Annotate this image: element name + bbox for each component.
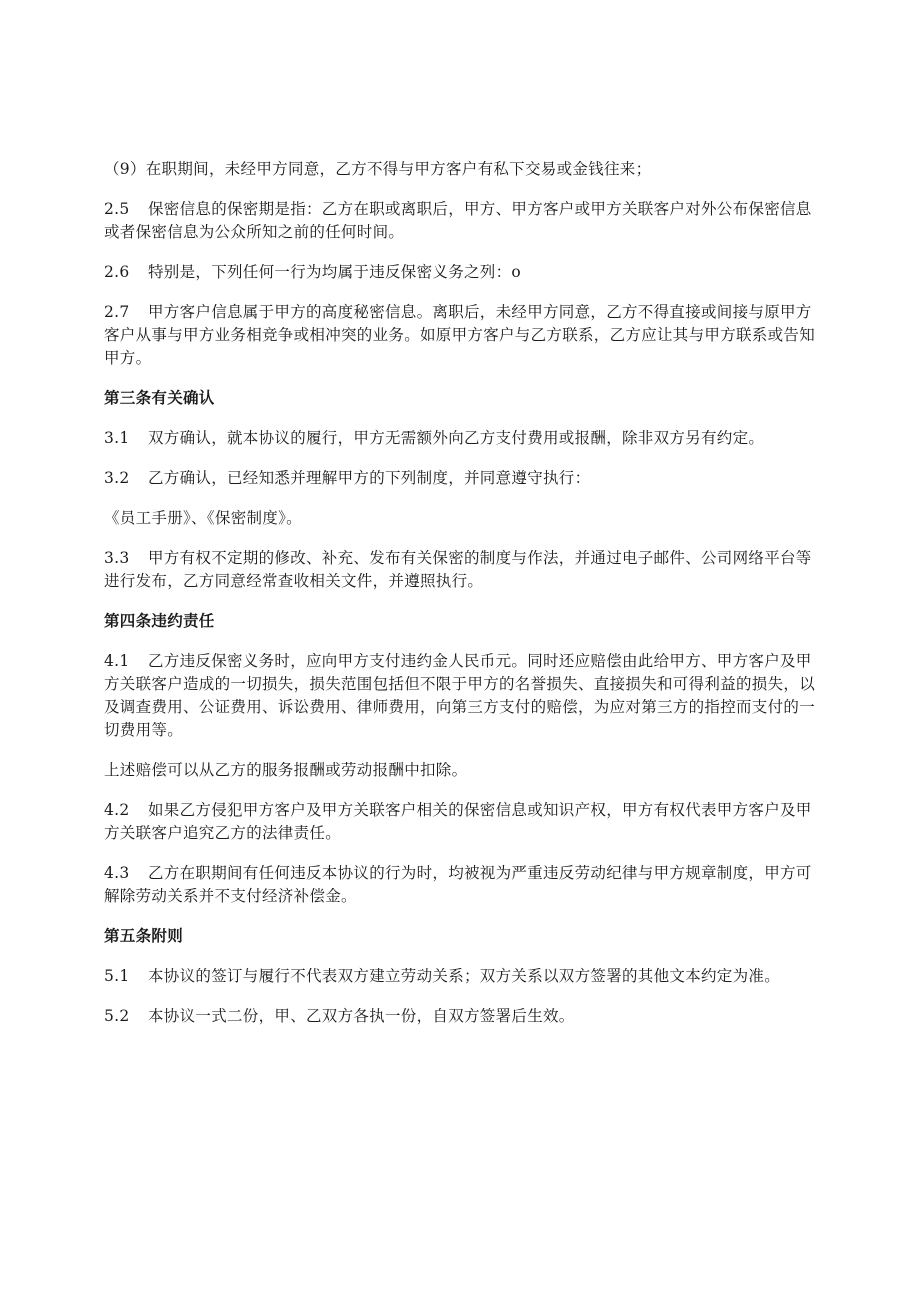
clause-text: 甲方客户信息属于甲方的高度秘密信息。离职后，未经甲方同意，乙方不得直接或间接与原甲方客户从事与甲方业务相竞争或相冲突的业务。如原甲方客户与乙方联系，乙方应让其与甲方联系或告知甲方。 xyxy=(104,303,816,367)
clause-5-2 xyxy=(104,1005,824,1028)
clause-number: 2.6 xyxy=(104,263,130,281)
clause-text: 乙方在职期间有任何违反本协议的行为时，均被视为严重违反劳动纪律与甲方规章制度，甲方可解除劳动关系并不支付经济补偿金。 xyxy=(104,864,812,905)
clause-4-1 xyxy=(104,650,824,742)
clause-text: 保密信息的保密期是指：乙方在职或离职后，甲方、甲方客户或甲方关联客户对外公布保密信息或者保密信息为公众所知之前的任何时间。 xyxy=(104,200,812,241)
clause-4-2 xyxy=(104,799,824,845)
clause-text: 甲方有权不定期的修改、补充、发布有关保密的制度与作法，并通过电子邮件、公司网络平台等进行发布，乙方同意经常查收相关文件，并遵照执行。 xyxy=(104,549,812,590)
clause-text: 本协议的签订与履行不代表双方建立劳动关系；双方关系以双方签署的其他文本约定为准。 xyxy=(148,967,781,985)
clause-4-1-note xyxy=(104,759,824,782)
clause-number: 4.2 xyxy=(104,801,130,819)
clause-text: 特别是，下列任何一行为均属于违反保密义务之列：o xyxy=(148,263,522,281)
clause-number: 2.7 xyxy=(104,303,130,321)
clause-number: 3.1 xyxy=(104,429,130,447)
clause-text: （9）在职期间，未经甲方同意，乙方不得与甲方客户有私下交易或金钱往来； xyxy=(104,160,652,178)
clause-text: 本协议一式二份，甲、乙双方各执一份，自双方签署后生效。 xyxy=(148,1007,575,1025)
clause-3-2 xyxy=(104,467,824,490)
document-body xyxy=(104,158,824,1045)
clause-number: 4.1 xyxy=(104,652,130,670)
clause-number: 5.1 xyxy=(104,967,130,985)
clause-2-6 xyxy=(104,261,824,284)
clause-number: 2.5 xyxy=(104,200,130,218)
clause-text: 如果乙方侵犯甲方客户及甲方关联客户相关的保密信息或知识产权，甲方有权代表甲方客户及甲方关联客户追究乙方的法律责任。 xyxy=(104,801,812,842)
clause-text: 乙方违反保密义务时，应向甲方支付违约金人民币元。同时还应赔偿由此给甲方、甲方客户及甲方关联客户造成的一切损失，损失范围包括但不限于甲方的名誉损失、直接损失和可得利益的损失，以及调查费用、公证费用、诉讼费用、律师费用，向第三方支付的赔偿，为应对第三方的指控而支付的一切费用等。 xyxy=(104,652,816,739)
clause-3-1 xyxy=(104,427,824,450)
clause-2-5 xyxy=(104,198,824,244)
clause-4-3 xyxy=(104,862,824,908)
clause-3-3 xyxy=(104,547,824,593)
clause-text: 《员工手册》、《保密制度》。 xyxy=(104,509,302,527)
clause-number: 3.3 xyxy=(104,549,130,567)
clause-2-4-9 xyxy=(104,158,824,181)
clause-text: 乙方确认，已经知悉并理解甲方的下列制度，并同意遵守执行： xyxy=(148,469,591,487)
clause-number: 4.3 xyxy=(104,864,130,882)
section-heading-5: 第五条附则 xyxy=(104,927,184,945)
clause-2-7 xyxy=(104,301,824,370)
clause-text: 双方确认，就本协议的履行，甲方无需额外向乙方支付费用或报酬，除非双方另有约定。 xyxy=(148,429,765,447)
clause-text: 上述赔偿可以从乙方的服务报酬或劳动报酬中扣除。 xyxy=(104,761,468,779)
clause-number: 5.2 xyxy=(104,1007,130,1025)
clause-number: 3.2 xyxy=(104,469,130,487)
section-heading-4: 第四条违约责任 xyxy=(104,612,215,630)
clause-5-1 xyxy=(104,965,824,988)
clause-3-2-list xyxy=(104,507,824,530)
section-heading-3: 第三条有关确认 xyxy=(104,389,215,407)
